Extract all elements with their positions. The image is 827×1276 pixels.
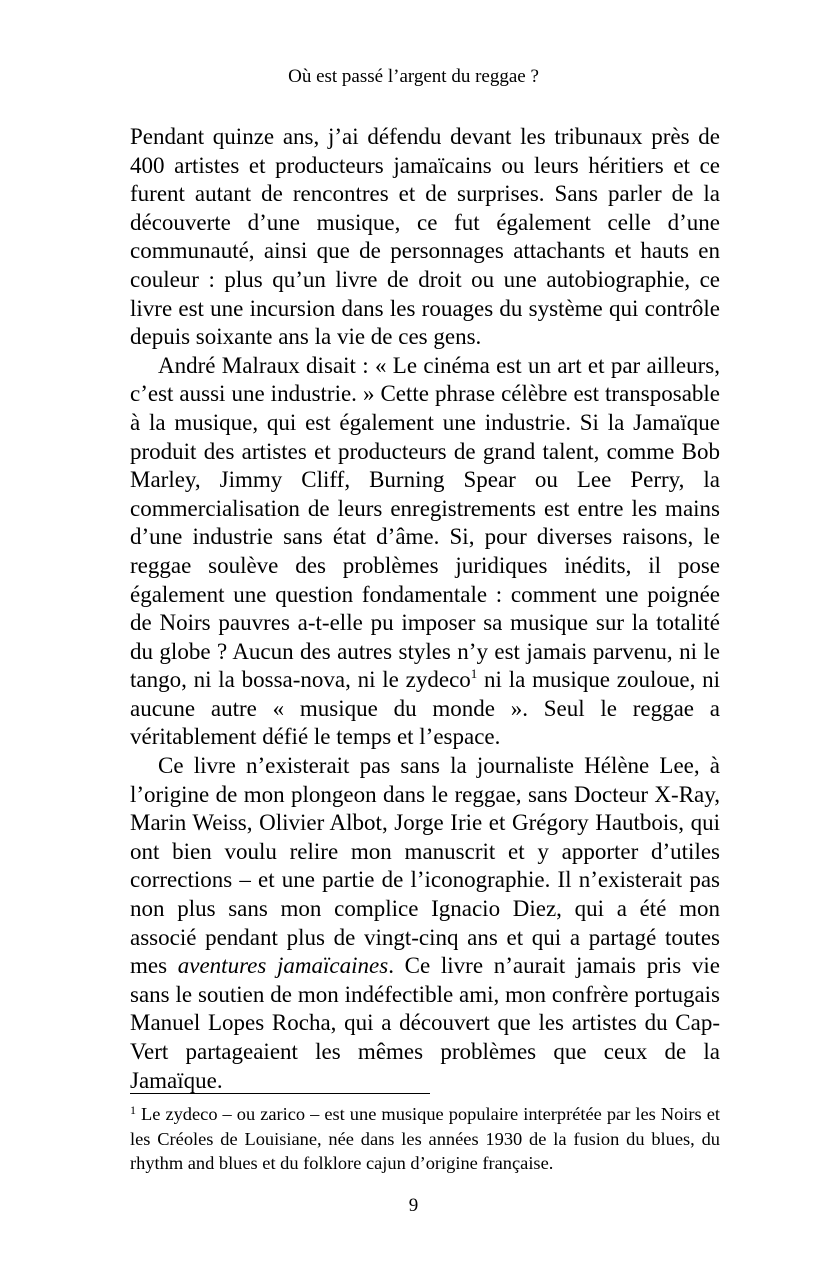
footnote-marker: 1 [130, 1103, 136, 1117]
paragraph-1 [130, 123, 720, 352]
paragraph-2-text-a: André Malraux disait : « Le cinéma est un art et par ailleurs, c’est aussi une industrie. » Cette phrase célèbre est transposable à la musique, qui est également une industrie. Si la Jamaïque produit des artistes et producteurs de grand talent, comme Bob Marley, Jimmy Cliff, Burning Spear ou Lee Perry, la commercialisation de leurs enregistrements est entre les mains d’une industrie sans état d’âme. Si, pour diverses raisons, le reggae soulève des problèmes juridiques inédits, il pose également une question fondamentale : comment une poignée de Noirs pauvres a-t-elle pu imposer sa musique sur la totalité du globe ? Aucun des autres styles n’y est jamais parvenu, ni le tango, ni la bossa-nova, ni le zydeco [130, 352, 720, 693]
main-text [130, 123, 720, 1095]
running-head: Où est passé l’argent du reggae ? [288, 66, 539, 87]
paragraph-1-text: Pendant quinze ans, j’ai défendu devant les tribunaux près de 400 artistes et producteurs jamaïcains ou leurs héritiers et ce furent autant de rencontres et de surprises. Sans parler de la découverte d’une musique, ce fut également celle d’une communauté, ainsi que de personnages attachants et hauts en couleur : plus qu’un livre de droit ou une autobiographie, ce livre est une incursion dans les rouages du système qui contrôle depuis soixante ans la vie de ces gens. [130, 124, 720, 350]
footnote-area [130, 1102, 720, 1176]
paragraph-3-text-a: Ce livre n’existerait pas sans la journaliste Hélène Lee, à l’origine de mon plongeon dans le reggae, sans Docteur X-Ray, Marin Weiss, Olivier Albot, Jorge Irie et Grégory Hautbois, qui ont bien voulu relire mon manuscrit et y apporter d’utiles corrections – et une partie de l’iconographie. Il n’existerait pas non plus sans mon complice Ignacio Diez, qui a été mon associé pendant plus de vingt-cinq ans et qui a partagé toutes mes [130, 753, 720, 979]
paragraph-3 [130, 752, 720, 1095]
footnote-reference[interactable]: 1 [470, 666, 478, 682]
footnote-1 [130, 1102, 720, 1176]
paragraph-3-text-b: . Ce livre n’aurait jamais pris vie sans le soutien de mon indéfectible ami, mon confrère portugais Manuel Lopes Rocha, qui a découvert que les artistes du Cap-Vert partageaient les mêmes problèmes que ceux de la Jamaïque. [130, 953, 720, 1093]
footnote-text: Le zydeco – ou zarico – est une musique populaire interprétée par les Noirs et les Créoles de Louisiane, née dans les années 1930 de la fusion du blues, du rhythm and blues et du folklore cajun d’origine française. [130, 1104, 720, 1173]
footnote-divider [130, 1093, 430, 1094]
page-number: 9 [408, 1195, 419, 1216]
paragraph-3-italic: aventures jamaïcaines [177, 953, 389, 979]
paragraph-2-text-b: ni la musique zouloue, ni aucune autre « musique du monde ». Seul le reggae a véritablement défié le temps et l’espace. [130, 667, 720, 750]
paragraph-2 [130, 352, 720, 752]
